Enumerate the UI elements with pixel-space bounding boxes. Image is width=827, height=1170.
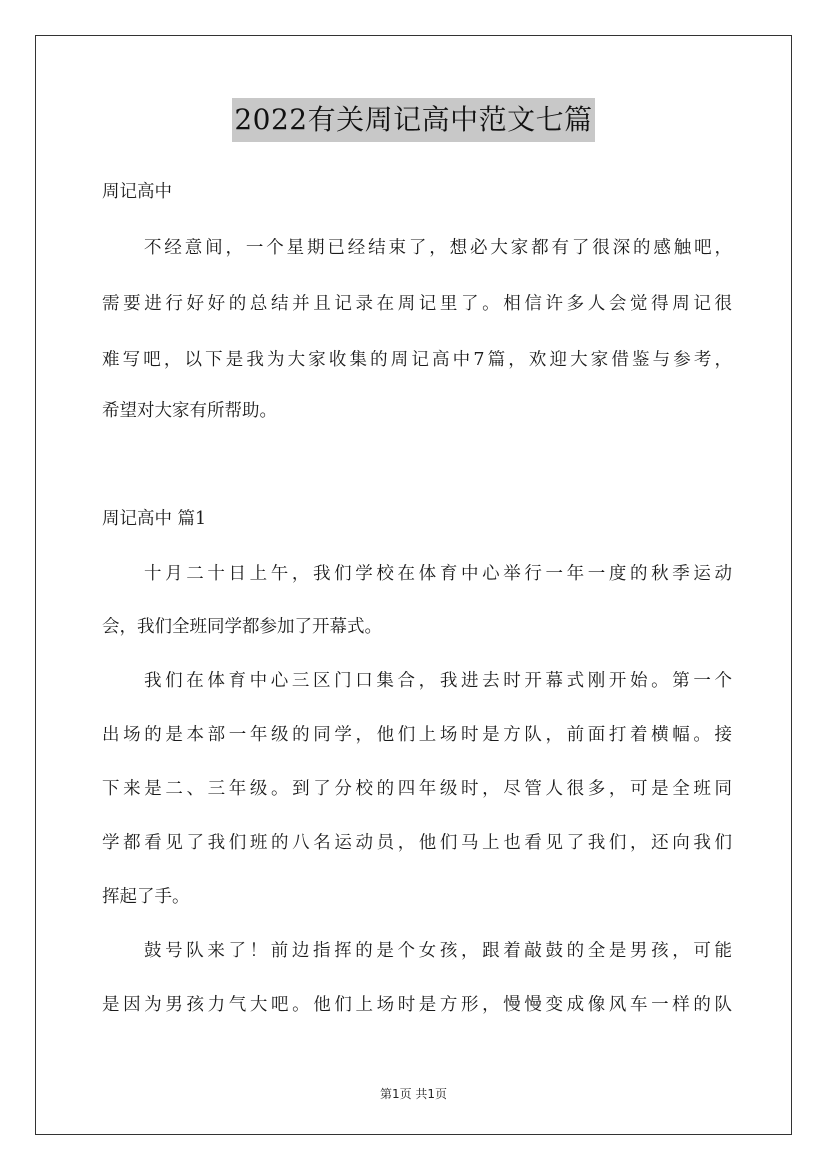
intro-heading: 周记高中 (102, 182, 172, 202)
document-title: 2022有关周记高中范文七篇 (232, 98, 594, 142)
page-footer: 第1页 共1页 (379, 1087, 448, 1101)
intro-line: 需要进行好好的总结并且记录在周记里了。相信许多人会觉得周记很 (102, 294, 732, 314)
section-heading: 周记高中 篇1 (102, 509, 207, 529)
paragraph-line: 出场的是本部一年级的同学，他们上场时是方队，前面打着横幅。接 (102, 725, 732, 745)
paragraph-line: 我们在体育中心三区门口集合，我进去时开幕式刚开始。第一个 (144, 671, 732, 691)
paragraph-line: 学都看见了我们班的八名运动员，他们马上也看见了我们，还向我们 (102, 833, 732, 853)
intro-line: 希望对大家有所帮助。 (102, 401, 277, 421)
paragraph-line: 下来是二、三年级。到了分校的四年级时，尽管人很多，可是全班同 (102, 779, 732, 799)
paragraph-line: 会，我们全班同学都参加了开幕式。 (102, 617, 382, 637)
title-wrap (0, 98, 827, 142)
paragraph-line: 挥起了手。 (102, 887, 190, 907)
paragraph-line: 鼓号队来了！前边指挥的是个女孩，跟着敲鼓的全是男孩，可能 (144, 941, 732, 961)
paragraph-line: 是因为男孩力气大吧。他们上场时是方形，慢慢变成像风车一样的队 (102, 995, 732, 1015)
intro-line: 不经意间，一个星期已经结束了，想必大家都有了很深的感触吧， (144, 238, 732, 258)
paragraph-line: 十月二十日上午，我们学校在体育中心举行一年一度的秋季运动 (144, 564, 732, 584)
intro-line: 难写吧，以下是我为大家收集的周记高中7篇，欢迎大家借鉴与参考， (102, 350, 732, 370)
